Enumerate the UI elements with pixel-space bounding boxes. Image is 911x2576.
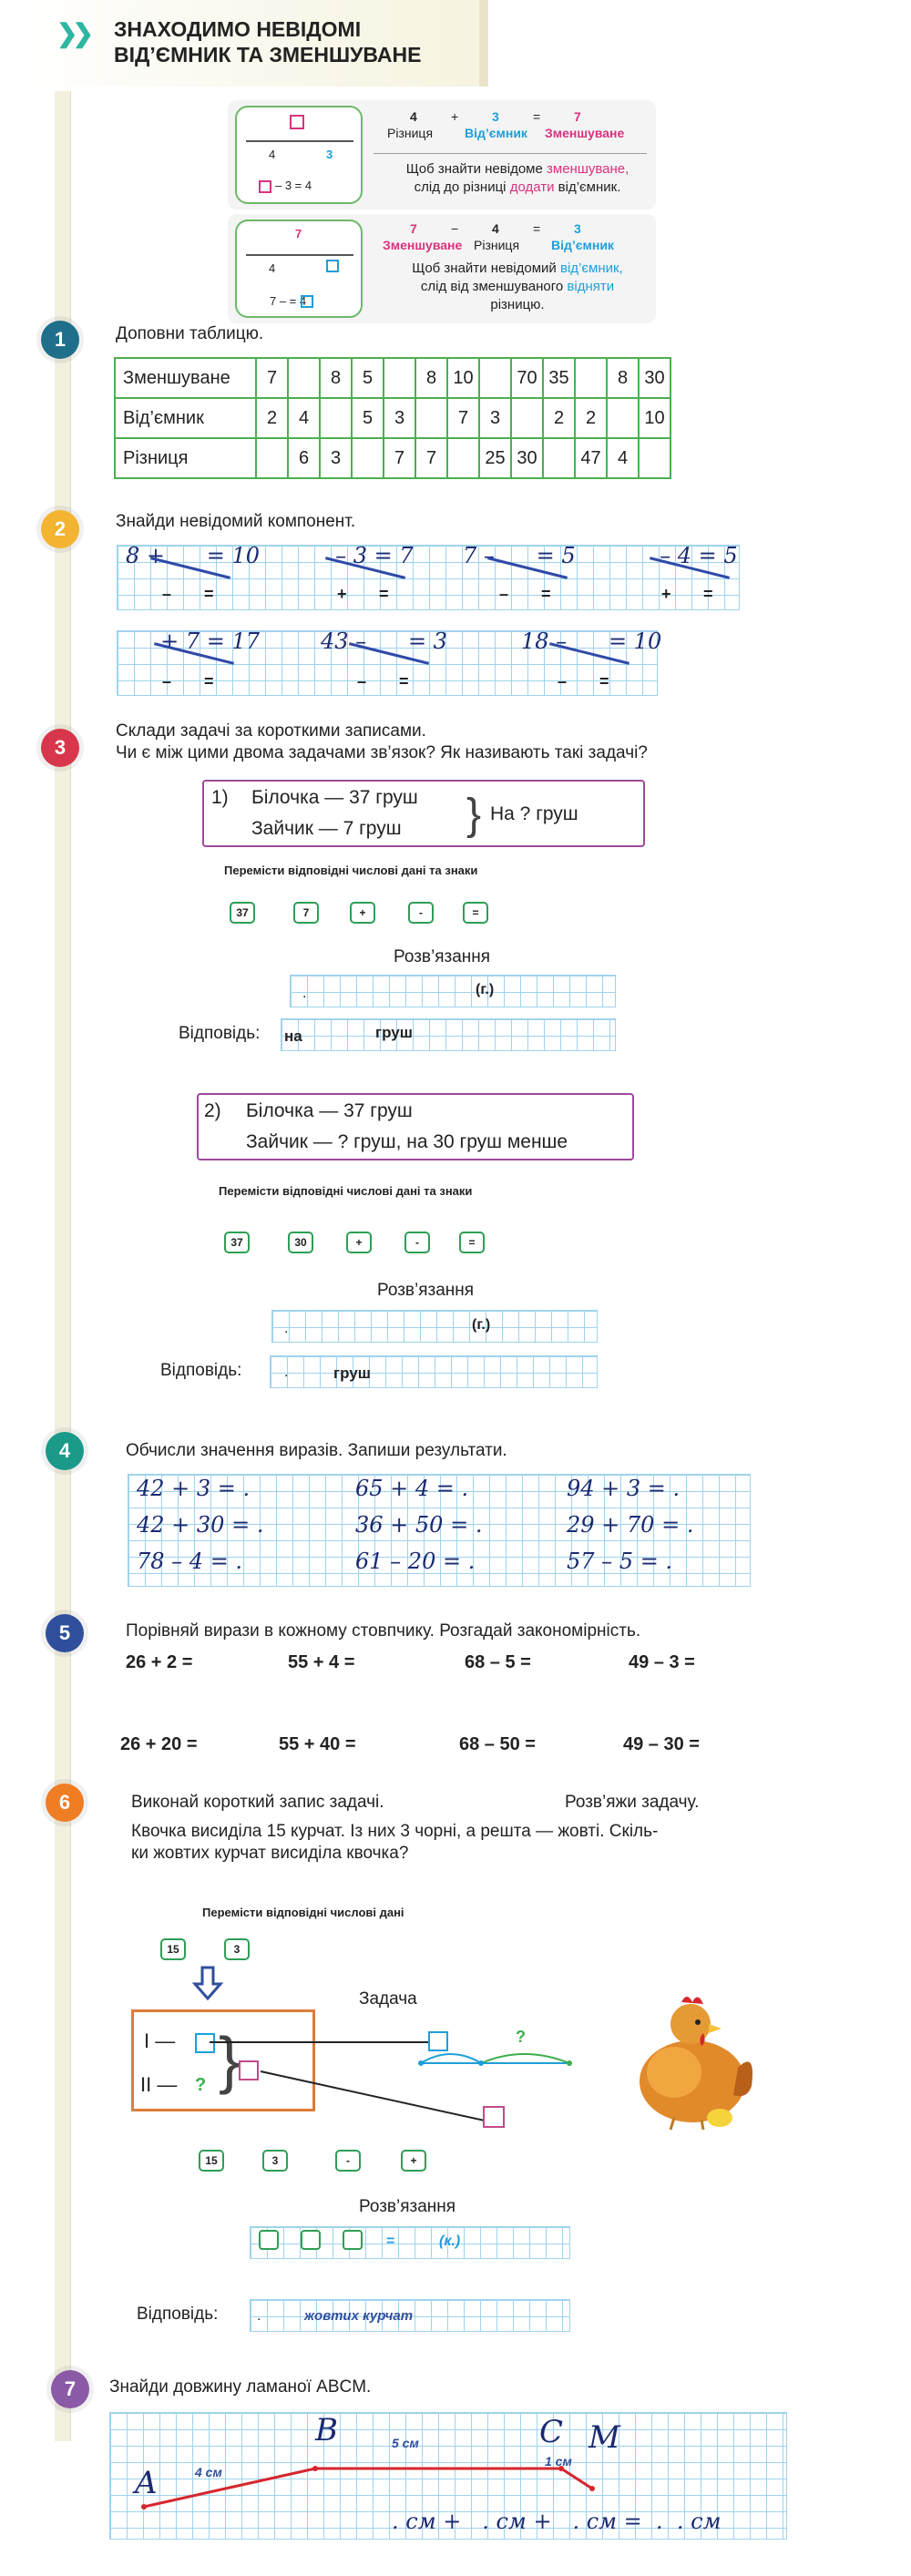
expression: 65 + 4 = . bbox=[355, 1476, 469, 1501]
solution-unit-2: (г.) bbox=[472, 1317, 491, 1333]
table-cell[interactable] bbox=[415, 398, 447, 438]
operator-sign: = bbox=[703, 585, 713, 603]
table-cell[interactable] bbox=[320, 398, 352, 438]
expression: 42 + 30 = . bbox=[137, 1512, 264, 1538]
table-cell: 70 bbox=[511, 358, 543, 398]
table-cell[interactable] bbox=[639, 438, 670, 478]
table-cell[interactable] bbox=[352, 438, 384, 478]
solution-slot-3[interactable] bbox=[343, 2230, 363, 2250]
operator-sign: = bbox=[599, 672, 609, 690]
operator-sign: + bbox=[337, 585, 347, 603]
point-c: C bbox=[539, 2414, 564, 2450]
segment-diagram bbox=[210, 2022, 592, 2131]
solution-dot-1: . bbox=[302, 986, 307, 1001]
drag-tile[interactable]: + bbox=[401, 2150, 426, 2172]
equation: – 3 = 7 bbox=[301, 543, 414, 568]
table-cell: 3 bbox=[479, 398, 511, 438]
solution-eq-6: = bbox=[386, 2234, 395, 2249]
table-cell: 30 bbox=[639, 358, 670, 398]
table-cell: 25 bbox=[479, 438, 511, 478]
task-2-prompt: Знайди невідомий компонент. bbox=[116, 512, 356, 531]
task-7-badge: 7 bbox=[51, 2370, 89, 2408]
table-cell: 10 bbox=[447, 358, 479, 398]
operator-sign: = bbox=[541, 585, 551, 603]
task-3-instruction-2: Перемісти відповідні числові дані та знаки bbox=[219, 1184, 473, 1198]
answer-grid-2 bbox=[270, 1355, 598, 1388]
chevron-icon: ❯❯ bbox=[56, 19, 88, 47]
task-1-table bbox=[114, 357, 671, 479]
solution-grid-2 bbox=[271, 1310, 598, 1343]
table-cell: 2 bbox=[543, 398, 575, 438]
row-ii-label: ІІ — bbox=[140, 2073, 178, 2096]
table-cell[interactable] bbox=[447, 438, 479, 478]
arrow-down-icon bbox=[189, 1966, 226, 2002]
solution-unit-6: (к.) bbox=[439, 2234, 461, 2249]
expression: 55 + 4 = bbox=[288, 1652, 355, 1672]
task-6-prompt-a: Виконай короткий запис задачі. bbox=[131, 1793, 384, 1812]
table-cell[interactable] bbox=[511, 398, 543, 438]
operator-sign: + bbox=[661, 585, 671, 603]
answer-prefix-1: на bbox=[284, 1027, 302, 1045]
expression: 94 + 3 = . bbox=[567, 1476, 681, 1501]
expression: 55 + 40 = bbox=[279, 1734, 356, 1754]
operator-sign: = bbox=[204, 585, 214, 603]
solution-label-1: Розв’язання bbox=[394, 947, 491, 966]
table-cell: 7 bbox=[256, 358, 288, 398]
rule-box-2: 7 4 7 – = 4 7 − 4 = 3 Зменшуване Різниця Від’ємник Щоб знайти невідомий від’ємник, слід від зменшуваного відняти різницю. bbox=[228, 214, 656, 323]
answer-unit-1: груш bbox=[375, 1024, 413, 1041]
expression: 29 + 70 = . bbox=[567, 1512, 694, 1538]
expression: 26 + 2 = bbox=[126, 1652, 193, 1672]
solution-slot-2[interactable] bbox=[301, 2230, 321, 2250]
table-cell: 7 bbox=[447, 398, 479, 438]
drag-tile[interactable]: - bbox=[404, 1232, 430, 1253]
table-cell: 3 bbox=[384, 398, 415, 438]
operator-sign: – bbox=[162, 585, 172, 603]
solution-label-2: Розв’язання bbox=[377, 1281, 475, 1300]
equation: – 4 = 5 bbox=[625, 543, 738, 568]
answer-dot-6: . bbox=[257, 2308, 261, 2324]
task-5-prompt: Порівняй вирази в кожному стовпчику. Розгадай закономірність. bbox=[126, 1621, 641, 1641]
segment-q: ? bbox=[516, 2028, 526, 2046]
rule-text-2: Щоб знайти невідомий від’ємник, слід від зменшуваного відняти різницю. bbox=[412, 261, 623, 312]
table-cell[interactable] bbox=[607, 398, 639, 438]
drag-tile[interactable]: + bbox=[350, 902, 375, 924]
row-ii-q: ? bbox=[195, 2075, 207, 2095]
drag-tile[interactable]: 37 bbox=[224, 1232, 250, 1253]
operator-sign: – bbox=[499, 585, 509, 603]
solution-unit-1: (г.) bbox=[476, 982, 495, 997]
zadacha-label: Задача bbox=[359, 1989, 417, 2009]
answer-grid-1 bbox=[281, 1018, 616, 1051]
task-6-text-2: ки жовтих курчат висиділа квочка? bbox=[131, 1844, 409, 1863]
drag-tile[interactable]: = bbox=[459, 1232, 485, 1253]
table-cell: 5 bbox=[352, 398, 384, 438]
task-3-instruction-1: Перемісти відповідні числові дані та знаки bbox=[224, 864, 478, 877]
rule-box-1: 4 3 – 3 = 4 4 + 3 = 7 Різниця Від’ємник Зменшуване Щоб знайти невідоме зменшуване, слід до різниці додати від’ємник. bbox=[228, 100, 656, 210]
tile-15-top[interactable]: 15 bbox=[160, 1938, 186, 1960]
table-row bbox=[115, 398, 670, 438]
task-2-badge: 2 bbox=[41, 510, 79, 548]
drag-tile[interactable]: 15 bbox=[199, 2150, 224, 2172]
solution-grid-6 bbox=[250, 2226, 570, 2259]
answer-unit-2: груш bbox=[333, 1365, 371, 1382]
solution-dot-2: . bbox=[284, 1321, 289, 1336]
segment-box-top bbox=[428, 2031, 448, 2051]
point-a: A bbox=[135, 2465, 158, 2501]
table-cell: 30 bbox=[511, 438, 543, 478]
drag-tile[interactable]: = bbox=[463, 902, 488, 924]
table-cell: 6 bbox=[288, 438, 320, 478]
point-b: B bbox=[315, 2412, 338, 2448]
equation: + 7 = 17 bbox=[126, 629, 261, 654]
table-cell: 5 bbox=[352, 358, 384, 398]
operator-sign: = bbox=[399, 672, 409, 690]
drag-tile[interactable]: - bbox=[408, 902, 434, 924]
table-cell: 2 bbox=[575, 398, 607, 438]
expression: 57 – 5 = . bbox=[567, 1549, 673, 1574]
table-cell: 4 bbox=[288, 398, 320, 438]
problem-1-box: 1) Білочка — 37 груш Зайчик — 7 груш } На ? груш bbox=[202, 780, 645, 847]
operator-sign: – bbox=[162, 672, 172, 690]
table-cell: 8 bbox=[415, 358, 447, 398]
seg-cm-length: 1 см bbox=[545, 2454, 572, 2469]
expression: 26 + 20 = bbox=[120, 1734, 198, 1754]
table-cell[interactable] bbox=[384, 358, 415, 398]
table-cell: 3 bbox=[320, 438, 352, 478]
answer-label-6: Відповідь: bbox=[137, 2305, 219, 2324]
table-cell: 7 bbox=[384, 438, 415, 478]
table-cell: 35 bbox=[543, 358, 575, 398]
answer-label-2: Відповідь: bbox=[160, 1361, 242, 1380]
row-header: Зменшуване bbox=[115, 358, 256, 398]
task-6-badge: 6 bbox=[46, 1784, 84, 1822]
drag-tile[interactable]: 30 bbox=[288, 1232, 313, 1253]
table-cell: 7 bbox=[415, 438, 447, 478]
table-cell: 4 bbox=[607, 438, 639, 478]
task-4-badge: 4 bbox=[46, 1432, 84, 1470]
answer-text-6: жовтих курчат bbox=[304, 2308, 414, 2324]
task-7-equation: . см + . см + . см = . . см bbox=[392, 2509, 722, 2534]
drag-tile[interactable]: + bbox=[346, 1232, 372, 1253]
table-cell: 47 bbox=[575, 438, 607, 478]
tile-3-top[interactable]: 3 bbox=[224, 1938, 250, 1960]
operator-sign: = bbox=[204, 672, 214, 690]
answer-dot-2: . bbox=[284, 1365, 289, 1380]
expression: 49 – 30 = bbox=[623, 1734, 700, 1754]
row-header: Від’ємник bbox=[115, 398, 256, 438]
table-cell[interactable] bbox=[543, 438, 575, 478]
solution-slot-1[interactable] bbox=[259, 2230, 279, 2250]
table-row bbox=[115, 358, 670, 398]
task-3-prompt-1: Склади задачі за короткими записами. bbox=[116, 721, 426, 741]
rule-text-1: Щоб знайти невідоме зменшуване, слід до різниці додати від’ємник. bbox=[405, 161, 630, 195]
page-spine bbox=[55, 91, 71, 2441]
operator-sign: = bbox=[379, 585, 389, 603]
task-1-badge: 1 bbox=[41, 321, 79, 359]
task-5-badge: 5 bbox=[46, 1614, 84, 1652]
table-cell[interactable] bbox=[288, 358, 320, 398]
segment-box-bottom bbox=[483, 2106, 505, 2128]
solution-grid-1 bbox=[290, 975, 616, 1007]
expression: 68 – 50 = bbox=[459, 1734, 536, 1754]
rule-diagram-2: 7 4 7 – = 4 bbox=[235, 220, 363, 318]
drag-tile[interactable]: - bbox=[335, 2150, 361, 2172]
hen-illustration bbox=[619, 1986, 765, 2131]
seg-bc-length: 5 см bbox=[392, 2436, 419, 2450]
table-cell[interactable] bbox=[256, 438, 288, 478]
brace-icon: } bbox=[219, 2024, 241, 2095]
expression: 36 + 50 = . bbox=[355, 1512, 483, 1538]
expression: 49 – 3 = bbox=[629, 1652, 695, 1672]
problem-2-box: 2) Білочка — 37 груш Зайчик — ? груш, на 30 груш менше bbox=[197, 1093, 634, 1160]
table-row bbox=[115, 438, 670, 478]
row-header: Різниця bbox=[115, 438, 256, 478]
task-1-prompt: Доповни таблицю. bbox=[116, 324, 264, 343]
expression: 68 – 5 = bbox=[465, 1652, 531, 1672]
operator-sign: – bbox=[558, 672, 568, 690]
task-6-text-1: Квочка висиділа 15 курчат. Із них 3 чорні, а решта — жовті. Скіль- bbox=[131, 1822, 659, 1841]
row-i-label: І — bbox=[144, 2029, 176, 2052]
point-m: M bbox=[589, 2419, 620, 2456]
expression: 42 + 3 = . bbox=[137, 1476, 251, 1501]
rule-diagram-1: 4 3 – 3 = 4 bbox=[235, 106, 363, 204]
drag-tile[interactable]: 3 bbox=[262, 2150, 288, 2172]
task-6-instruction: Перемісти відповідні числові дані bbox=[202, 1906, 404, 1919]
page-title: ЗНАХОДИМО НЕВІДОМІ ВІД’ЄМНИК ТА ЗМЕНШУВАНЕ bbox=[114, 17, 422, 66]
answer-label-1: Відповідь: bbox=[179, 1024, 261, 1043]
equation: 18 – = 10 bbox=[521, 629, 662, 654]
table-cell: 10 bbox=[639, 398, 670, 438]
equation: 7 – = 5 bbox=[463, 543, 576, 568]
table-cell[interactable] bbox=[479, 358, 511, 398]
table-cell: 8 bbox=[607, 358, 639, 398]
drag-tile[interactable]: 37 bbox=[230, 902, 255, 924]
solution-label-6: Розв’язання bbox=[359, 2197, 456, 2216]
equation: 43 – = 3 bbox=[321, 629, 447, 654]
equation: 8 + = 10 bbox=[126, 543, 261, 568]
expression: 61 – 20 = . bbox=[355, 1549, 476, 1574]
task-7-prompt: Знайди довжину ламаної ABCM. bbox=[109, 2377, 372, 2397]
task-6-prompt-b: Розв’яжи задачу. bbox=[565, 1793, 700, 1812]
expression: 78 – 4 = . bbox=[137, 1549, 243, 1574]
table-cell: 2 bbox=[256, 398, 288, 438]
task-3-prompt-2: Чи є між цими двома задачами зв’язок? Як називають такі задачі? bbox=[116, 743, 648, 762]
operator-sign: – bbox=[357, 672, 367, 690]
table-cell[interactable] bbox=[575, 358, 607, 398]
table-cell: 8 bbox=[320, 358, 352, 398]
task-3-badge: 3 bbox=[41, 729, 79, 767]
task-4-prompt: Обчисли значення виразів. Запиши результати. bbox=[126, 1441, 507, 1460]
drag-tile[interactable]: 7 bbox=[293, 902, 319, 924]
seg-ab-length: 4 см bbox=[195, 2465, 222, 2479]
